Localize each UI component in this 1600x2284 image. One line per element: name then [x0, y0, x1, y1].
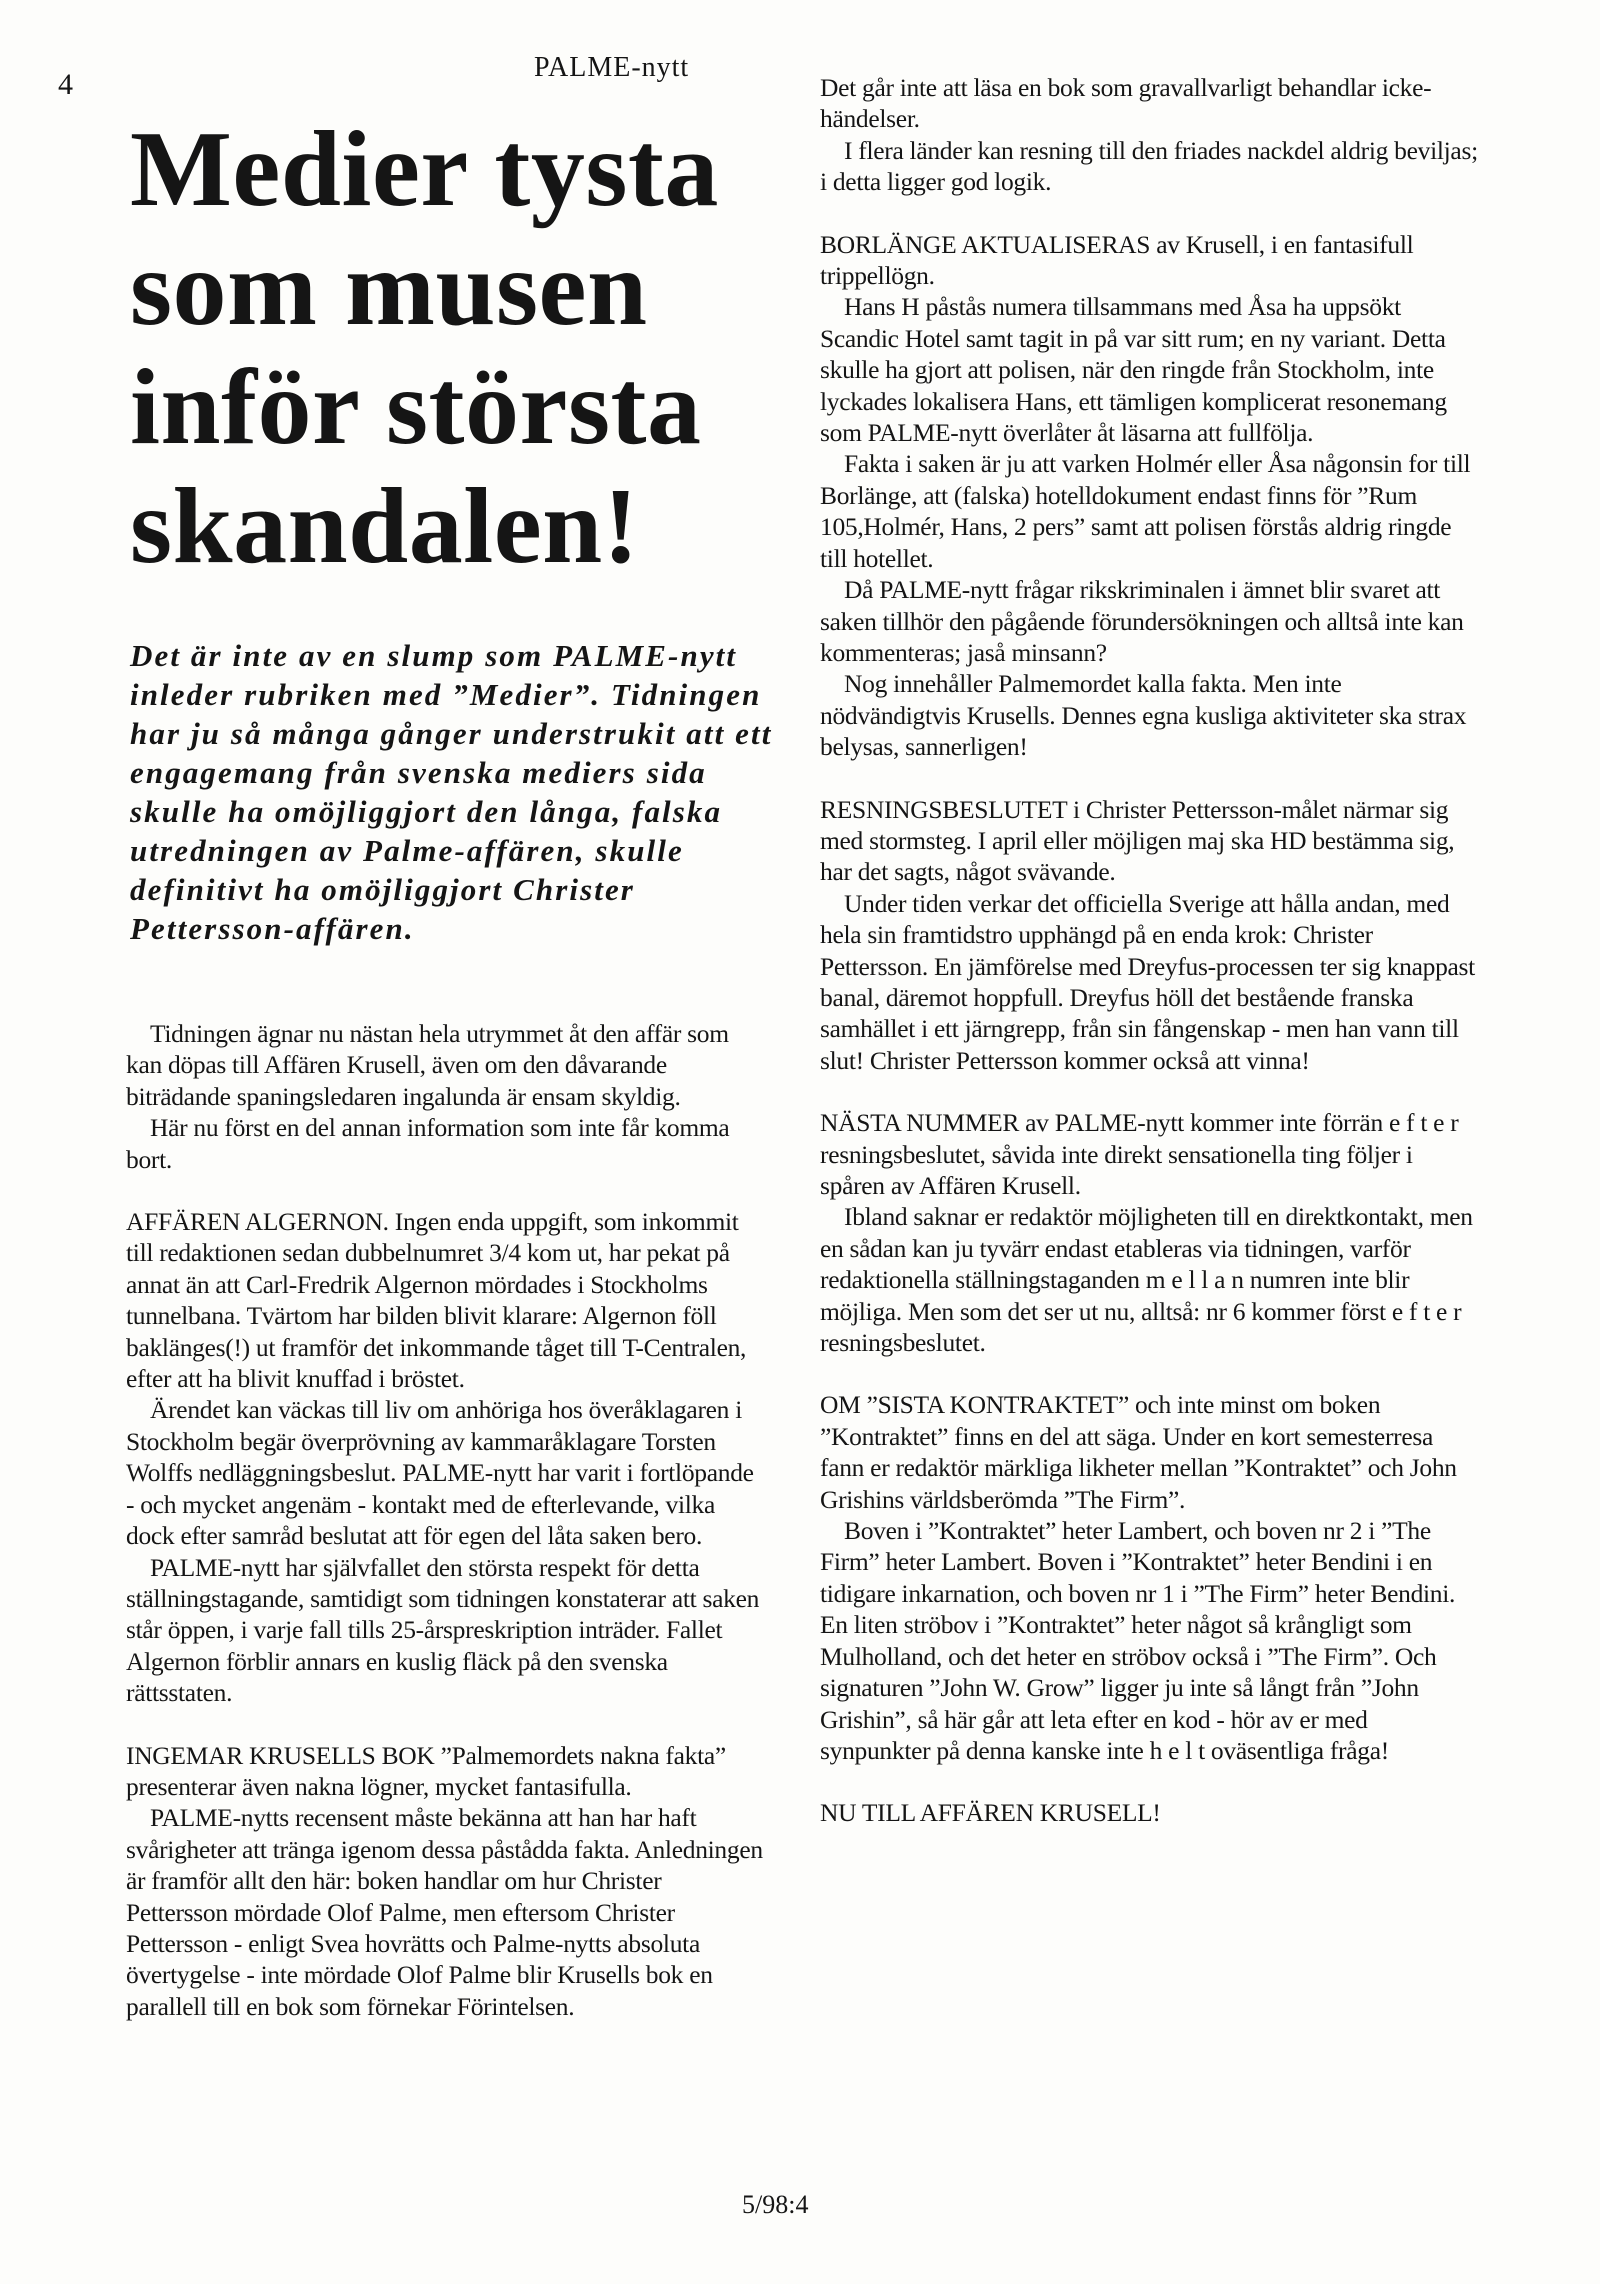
- section-paragraph-nasta-nummer: NÄSTA NUMMER av PALME-nytt kommer inte förrän e f t e r resningsbeslutet, såvida inte direkt sensationella ting följer i spåren av Affären Krusell.: [820, 1108, 1459, 1200]
- body-paragraph: Fakta i saken är ju att varken Holmér eller Åsa någonsin for till Borlänge, att (falska) hotelldokument endast finns för ”Rum 105,Holmér, Hans, 2 pers” samt att polisen förstås aldrig ringde till hotellet.: [820, 449, 1471, 573]
- lead-paragraph: Det är inte av en slump som PALME-nytt inleder rubriken med ”Medier”. Tidningen har ju så många gånger understrukit att ett engagemang från svenska mediers sida skulle ha omöjliggjort den långa, falska utredningen av Palme-affären, skulle definitivt ha omöjliggjort Christer Pettersson-affären.: [130, 638, 773, 946]
- headline: [130, 110, 770, 586]
- closing-line: NU TILL AFFÄREN KRUSELL!: [820, 1798, 1161, 1828]
- body-paragraph: Under tiden verkar det officiella Sverige att hålla andan, med hela sin framtidstro upphängd på en enda krok: Christer Pettersson. En jämförelse med Dreyfus-processen ter sig knappast banal, däremot hoppfull. Dreyfus höll det bestående franska samhället i ett järngrepp, från sin fångenskap - men han vann till slut! Christer Pettersson kommer också att vinna!: [820, 888, 1475, 1075]
- body-paragraph: Ibland saknar er redaktör möjligheten till en direktkontakt, men en sådan kan ju tyvärr endast etableras via tidningen, varför redaktionella ställningstaganden m e l l a n numren inte blir möjliga. Men som det ser ut nu, alltså: nr 6 kommer först e f t e r resningsbeslutet.: [820, 1202, 1473, 1358]
- body-paragraph: Det går inte att läsa en bok som gravallvarligt behandlar icke-händelser.: [820, 73, 1432, 134]
- headline-line: som musen: [130, 229, 648, 348]
- body-paragraph: PALME-nytt har självfallet den största respekt för detta ställningstagande, samtidigt som tidningen konstaterar att saken står öppen, i varje fall tills 25-årspreskription inträder. Fallet Algernon förblir annars en kuslig fläck på den svenska rättsstaten.: [126, 1552, 760, 1708]
- section-paragraph-krusells-bok: INGEMAR KRUSELLS BOK ”Palmemordets nakna fakta” presenterar även nakna lögner, mycket fantasifulla.: [126, 1740, 726, 1801]
- body-paragraph: I flera länder kan resning till den friades nackdel aldrig beviljas; i detta ligger god logik.: [820, 135, 1478, 197]
- section-paragraph-sista-kontraktet: OM ”SISTA KONTRAKTET” och inte minst om boken ”Kontraktet” finns en del att säga. Under en kort semesterresa fann er redaktör märkliga likheter mellan ”Kontraktet” och John Grishins världsberömda ”The Firm”.: [820, 1390, 1457, 1514]
- section-paragraph-resningsbeslutet: RESNINGSBESLUTET i Christer Pettersson-målet närmar sig med stormsteg. I april eller möjligen maj ska HD bestämma sig, har det sagts, något svävande.: [820, 794, 1455, 887]
- left-column: [126, 1018, 766, 2022]
- body-paragraph: Ärendet kan väckas till liv om anhöriga hos överåklagaren i Stockholm begär överprövning av kammaråklagare Torsten Wolffs nedläggningsbeslut. PALME-nytt har varit i fortlöpande - och mycket angenäm - kontakt med de efterlevande, vilka dock efter samråd beslutat att för egen del låta saken bero.: [126, 1395, 754, 1551]
- body-paragraph: PALME-nytts recensent måste bekänna att han har haft svårigheter att tränga igenom dessa påstådda fakta. Anledningen är framför allt den här: boken handlar om hur Christer Pettersson mördade Olof Palme, men eftersom Christer Pettersson - enligt Svea hovrätts och Palme-nytts absoluta övertygelse - inte mördade Olof Palme blir Krusells bok en parallell till en bok som förnekar Förintelsen.: [126, 1803, 763, 2021]
- body-paragraph: Nog innehåller Palmemordet kalla fakta. Men inte nödvändigtvis Krusells. Dennes egna kusliga aktiviteter ska strax belysas, sannerligen!: [820, 669, 1467, 762]
- body-paragraph: Hans H påstås numera tillsammans med Åsa ha uppsökt Scandic Hotel samt tagit in på var sitt rum; en ny variant. Detta skulle ha gjort att polisen, när den ringde från Stockholm, inte lyckades lokalisera Hans, ett tämligen komplicerat resonemang som PALME-nytt överlåter åt läsarna att fullfölja.: [820, 292, 1447, 448]
- body-paragraph: Tidningen ägnar nu nästan hela utrymmet åt den affär som kan döpas till Affären Krusell, även om den dåvarande biträdande spaningsledaren ingalunda är ensam skyldig.: [126, 1019, 729, 1111]
- body-paragraph: Här nu först en del annan information som inte får komma bort.: [126, 1113, 730, 1174]
- body-paragraph: Då PALME-nytt frågar rikskriminalen i ämnet blir svaret att saken tillhör den pågående förundersökningen och alltså inte kan kommenteras; jaså minsann?: [820, 575, 1464, 667]
- headline-line: Medier tysta: [130, 110, 719, 229]
- page-number: 4: [58, 68, 73, 101]
- section-paragraph-algernon: AFFÄREN ALGERNON. Ingen enda uppgift, som inkommit till redaktionen sedan dubbelnumret 3/4 kom ut, har pekat på annat än att Carl-Fredrik Algernon mördades i Stockholms tunnelbana. Tvärtom har bilden blivit klarare: Algernon föll baklänges(!) ut framför det inkommande tåget till T-Centralen, efter att ha blivit knuffad i bröstet.: [126, 1207, 747, 1394]
- headline-line: skandalen!: [130, 467, 640, 586]
- footer-page-ref: 5/98:4: [742, 2190, 809, 2219]
- body-paragraph: Boven i ”Kontraktet” heter Lambert, och boven nr 2 i ”The Firm” heter Lambert. Boven i ”Kontraktet” heter Bendini i en tidigare inkarnation, och boven nr 1 i ”The Firm” heter Bendini. En liten ströbov i ”Kontraktet” heter något så krångligt som Mulholland, och det heter en ströbov också i ”The Firm”. Och signaturen ”John W. Grow” ligger ju inte så långt från ”John Grishin”, så här går att leta efter en kod - hör av er med synpunkter på denna kanske inte h e l t oväsentliga fråga!: [820, 1516, 1456, 1765]
- running-title: PALME-nytt: [534, 52, 690, 83]
- headline-line: inför största: [130, 348, 702, 467]
- right-column: [820, 72, 1480, 1829]
- section-paragraph-borlange: BORLÄNGE AKTUALISERAS av Krusell, i en fantasifull trippellögn.: [820, 229, 1414, 291]
